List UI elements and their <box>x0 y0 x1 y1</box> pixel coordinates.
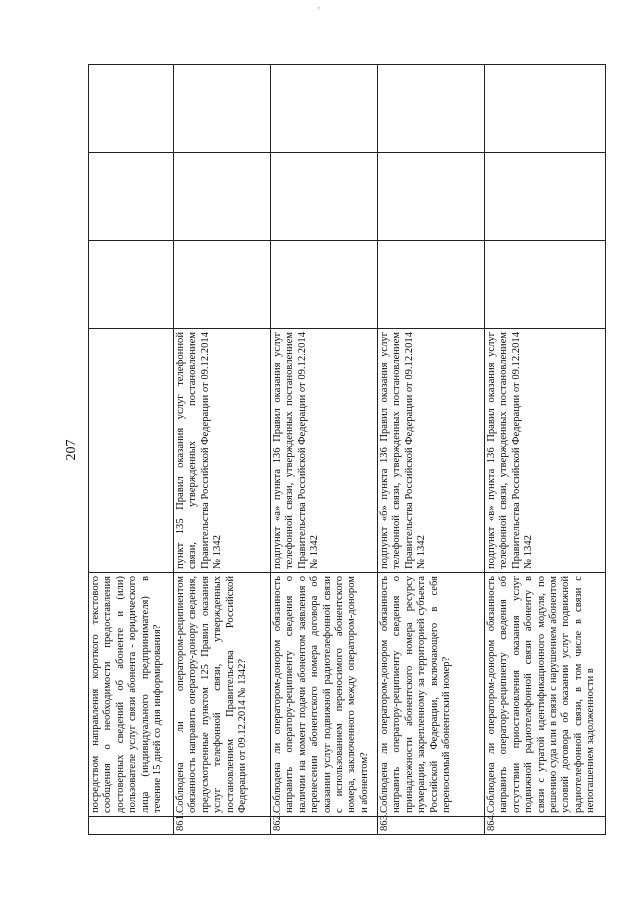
row-number-cell: 862. <box>271 817 378 835</box>
empty-cell <box>378 241 485 329</box>
table-row <box>271 65 378 835</box>
empty-cell <box>174 241 271 329</box>
reference-cell: пункт 135 Правил оказания услуг телефонной связи, утвержденных постановлением Правительства Российской Федерации от 09.12.2014 № 1342 <box>174 329 271 573</box>
row-number-cell <box>89 817 174 835</box>
reference-cell <box>89 329 174 573</box>
question-cell: Соблюдена ли оператором-донором обязанность направить оператору-реципиенту сведения о принадлежности абонентского номера ресурсу нумерации, закрепленному за территорией субъекта Российской Федерации, включающего в себя переносимый абонентский номер? <box>378 573 485 817</box>
question-cell: посредством направления короткого текстового сообщения о необходимости предоставления достоверных сведений об абоненте и (или) пользователе услуг связи абонента - юридического лица (индивидуального предпринимателя) в течение 15 дней со дня информирования? <box>89 573 174 817</box>
reference-cell: подпункт «а» пункта 136 Правил оказания услуг телефонной связи, утвержденных постановлением Правительства Российской Федерации от 09.12.2014 № 1342 <box>271 329 378 573</box>
empty-cell <box>89 65 174 153</box>
question-cell: Соблюдена ли оператором-реципиентом обязанность направить оператору-донору сведения, предусмотренные пунктом 125 Правил оказания услуг телефонной связи, утвержденных постановлением Правительства Российской Федерации от 09.12.2014 № 1342? <box>174 573 271 817</box>
empty-cell <box>174 153 271 241</box>
table-row <box>485 65 606 835</box>
rotated-page-content <box>64 65 620 835</box>
reference-cell: подпункт «б» пункта 136 Правил оказания услуг телефонной связи, утвержденных постановлением Правительства Российской Федерации от 09.12.2014 № 1342 <box>378 329 485 573</box>
empty-cell <box>485 153 606 241</box>
reference-cell: подпункт «в» пункта 136 Правил оказания услуг телефонной связи, утвержденных постановлением Правительства Российской Федерации от 09.12.2014 № 1342 <box>485 329 606 573</box>
empty-cell <box>271 65 378 153</box>
empty-cell <box>271 241 378 329</box>
empty-cell <box>378 65 485 153</box>
question-cell: Соблюдена ли оператором-донором обязанность направить оператору-реципиенту сведения об отсутствии приостановления оказания услуг подвижной радиотелефонной связи абоненту в связи с утратой идентификационного модуля, по решению суда или в связи с нарушением абонентом условий договора об оказании услуг подвижной радиотелефонной связи, в том числе в связи с непогашением задолженности в <box>485 573 606 817</box>
requirements-table <box>88 64 606 835</box>
empty-cell <box>271 153 378 241</box>
page-number: 207 <box>64 439 79 461</box>
empty-cell <box>378 153 485 241</box>
table-row <box>89 65 174 835</box>
row-number-cell: 864. <box>485 817 606 835</box>
empty-cell <box>485 241 606 329</box>
empty-cell <box>89 241 174 329</box>
table-row <box>378 65 485 835</box>
empty-cell <box>485 65 606 153</box>
row-number-cell: 863. <box>378 817 485 835</box>
scan-speck: ' <box>318 6 320 17</box>
question-cell: Соблюдена ли оператором-донором обязанность направить оператору-реципиенту сведения о наличии на момент подачи абонентом заявления о перенесении абонентского номера договора об оказании услуг подвижной радиотелефонной связи с использованием переносимого абонентского номера, заключенного между оператором-донором и абонентом? <box>271 573 378 817</box>
empty-cell <box>89 153 174 241</box>
table-row <box>174 65 271 835</box>
empty-cell <box>174 65 271 153</box>
row-number-cell: 861. <box>174 817 271 835</box>
